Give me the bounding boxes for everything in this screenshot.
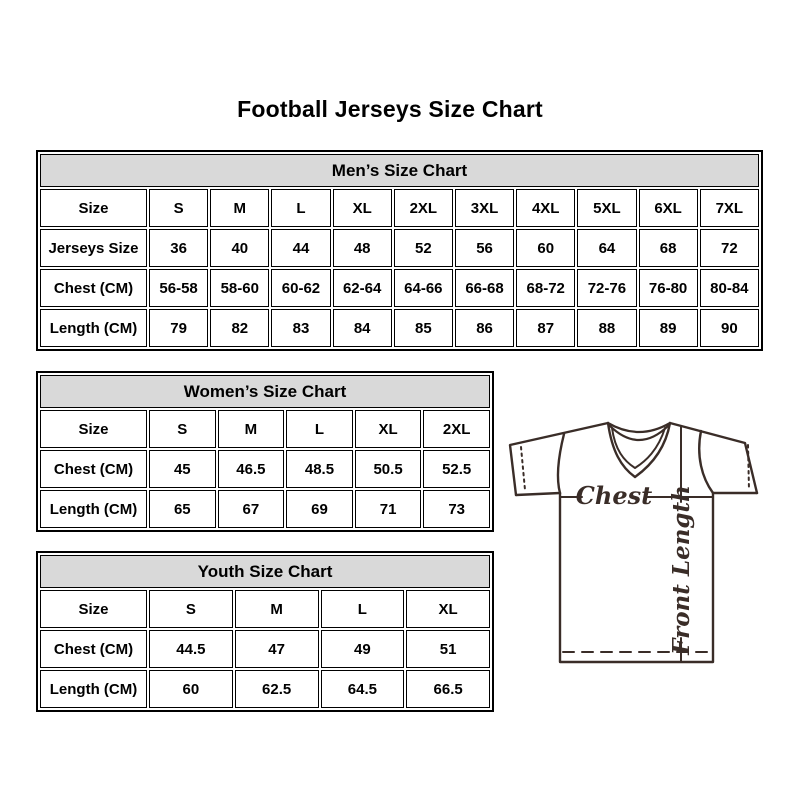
row-label-cell: Length (CM) xyxy=(40,309,147,347)
cuff-stitch-right xyxy=(748,445,749,490)
row-label-cell: Length (CM) xyxy=(40,490,147,528)
value-cell: 51 xyxy=(406,630,490,668)
table-row xyxy=(40,229,759,267)
youth-table-title: Youth Size Chart xyxy=(40,555,490,588)
womens-size-table xyxy=(36,371,494,532)
value-cell: 68-72 xyxy=(516,269,575,307)
row-label-cell: Jerseys Size xyxy=(40,229,147,267)
value-cell: 48 xyxy=(333,229,392,267)
value-cell: 73 xyxy=(423,490,490,528)
value-cell: 60-62 xyxy=(271,269,330,307)
value-cell: 65 xyxy=(149,490,216,528)
value-cell: 5XL xyxy=(577,189,636,227)
value-cell: 46.5 xyxy=(218,450,285,488)
value-cell: 83 xyxy=(271,309,330,347)
row-label-cell: Chest (CM) xyxy=(40,630,147,668)
value-cell: 36 xyxy=(149,229,208,267)
value-cell: 89 xyxy=(639,309,698,347)
table-row xyxy=(40,490,490,528)
value-cell: 2XL xyxy=(394,189,453,227)
value-cell: 52.5 xyxy=(423,450,490,488)
value-cell: 52 xyxy=(394,229,453,267)
row-label-cell: Size xyxy=(40,410,147,448)
table-header-row xyxy=(40,154,759,187)
value-cell: 6XL xyxy=(639,189,698,227)
value-cell: 64-66 xyxy=(394,269,453,307)
value-cell: 56 xyxy=(455,229,514,267)
value-cell: M xyxy=(235,590,319,628)
womens-table-title: Women’s Size Chart xyxy=(40,375,490,408)
value-cell: 82 xyxy=(210,309,269,347)
value-cell: 85 xyxy=(394,309,453,347)
value-cell: 64 xyxy=(577,229,636,267)
value-cell: L xyxy=(286,410,353,448)
value-cell: 7XL xyxy=(700,189,759,227)
table-row xyxy=(40,309,759,347)
value-cell: 71 xyxy=(355,490,422,528)
row-label-cell: Length (CM) xyxy=(40,670,147,708)
mens-table-title: Men’s Size Chart xyxy=(40,154,759,187)
value-cell: 87 xyxy=(516,309,575,347)
value-cell: 49 xyxy=(321,630,405,668)
value-cell: 50.5 xyxy=(355,450,422,488)
row-label-cell: Chest (CM) xyxy=(40,269,147,307)
value-cell: 4XL xyxy=(516,189,575,227)
value-cell: M xyxy=(218,410,285,448)
value-cell: 80-84 xyxy=(700,269,759,307)
table-header-row xyxy=(40,555,490,588)
row-label-cell: Size xyxy=(40,189,147,227)
value-cell: L xyxy=(271,189,330,227)
value-cell: S xyxy=(149,410,216,448)
value-cell: 66-68 xyxy=(455,269,514,307)
value-cell: 88 xyxy=(577,309,636,347)
value-cell: 68 xyxy=(639,229,698,267)
jersey-diagram xyxy=(503,398,773,670)
value-cell: 45 xyxy=(149,450,216,488)
table-row xyxy=(40,189,759,227)
row-label-cell: Chest (CM) xyxy=(40,450,147,488)
value-cell: 79 xyxy=(149,309,208,347)
value-cell: 69 xyxy=(286,490,353,528)
value-cell: 62-64 xyxy=(333,269,392,307)
value-cell: XL xyxy=(333,189,392,227)
value-cell: L xyxy=(321,590,405,628)
value-cell: 56-58 xyxy=(149,269,208,307)
table-row xyxy=(40,590,490,628)
value-cell: 48.5 xyxy=(286,450,353,488)
value-cell: 72 xyxy=(700,229,759,267)
table-row xyxy=(40,630,490,668)
cuff-stitch-left xyxy=(521,447,525,490)
value-cell: S xyxy=(149,189,208,227)
table-header-row xyxy=(40,375,490,408)
value-cell: M xyxy=(210,189,269,227)
value-cell: 72-76 xyxy=(577,269,636,307)
page-title: Football Jerseys Size Chart xyxy=(237,96,543,122)
table-row xyxy=(40,269,759,307)
row-label-cell: Size xyxy=(40,590,147,628)
table-row xyxy=(40,670,490,708)
jersey-right-sleeve xyxy=(670,423,757,493)
table-row xyxy=(40,410,490,448)
value-cell: 44 xyxy=(271,229,330,267)
value-cell: 90 xyxy=(700,309,759,347)
value-cell: 67 xyxy=(218,490,285,528)
value-cell: 40 xyxy=(210,229,269,267)
mens-size-table xyxy=(36,150,763,351)
value-cell: 47 xyxy=(235,630,319,668)
v-neck-collar xyxy=(608,423,670,477)
value-cell: 62.5 xyxy=(235,670,319,708)
value-cell: 60 xyxy=(149,670,233,708)
value-cell: 44.5 xyxy=(149,630,233,668)
youth-size-table xyxy=(36,551,494,712)
value-cell: 2XL xyxy=(423,410,490,448)
value-cell: 58-60 xyxy=(210,269,269,307)
value-cell: 66.5 xyxy=(406,670,490,708)
value-cell: 76-80 xyxy=(639,269,698,307)
value-cell: 60 xyxy=(516,229,575,267)
front-length-label: Front Length xyxy=(668,485,695,655)
value-cell: XL xyxy=(355,410,422,448)
value-cell: 3XL xyxy=(455,189,514,227)
value-cell: 64.5 xyxy=(321,670,405,708)
value-cell: 84 xyxy=(333,309,392,347)
value-cell: 86 xyxy=(455,309,514,347)
value-cell: S xyxy=(149,590,233,628)
value-cell: XL xyxy=(406,590,490,628)
table-row xyxy=(40,450,490,488)
chest-label: Chest xyxy=(575,481,653,510)
